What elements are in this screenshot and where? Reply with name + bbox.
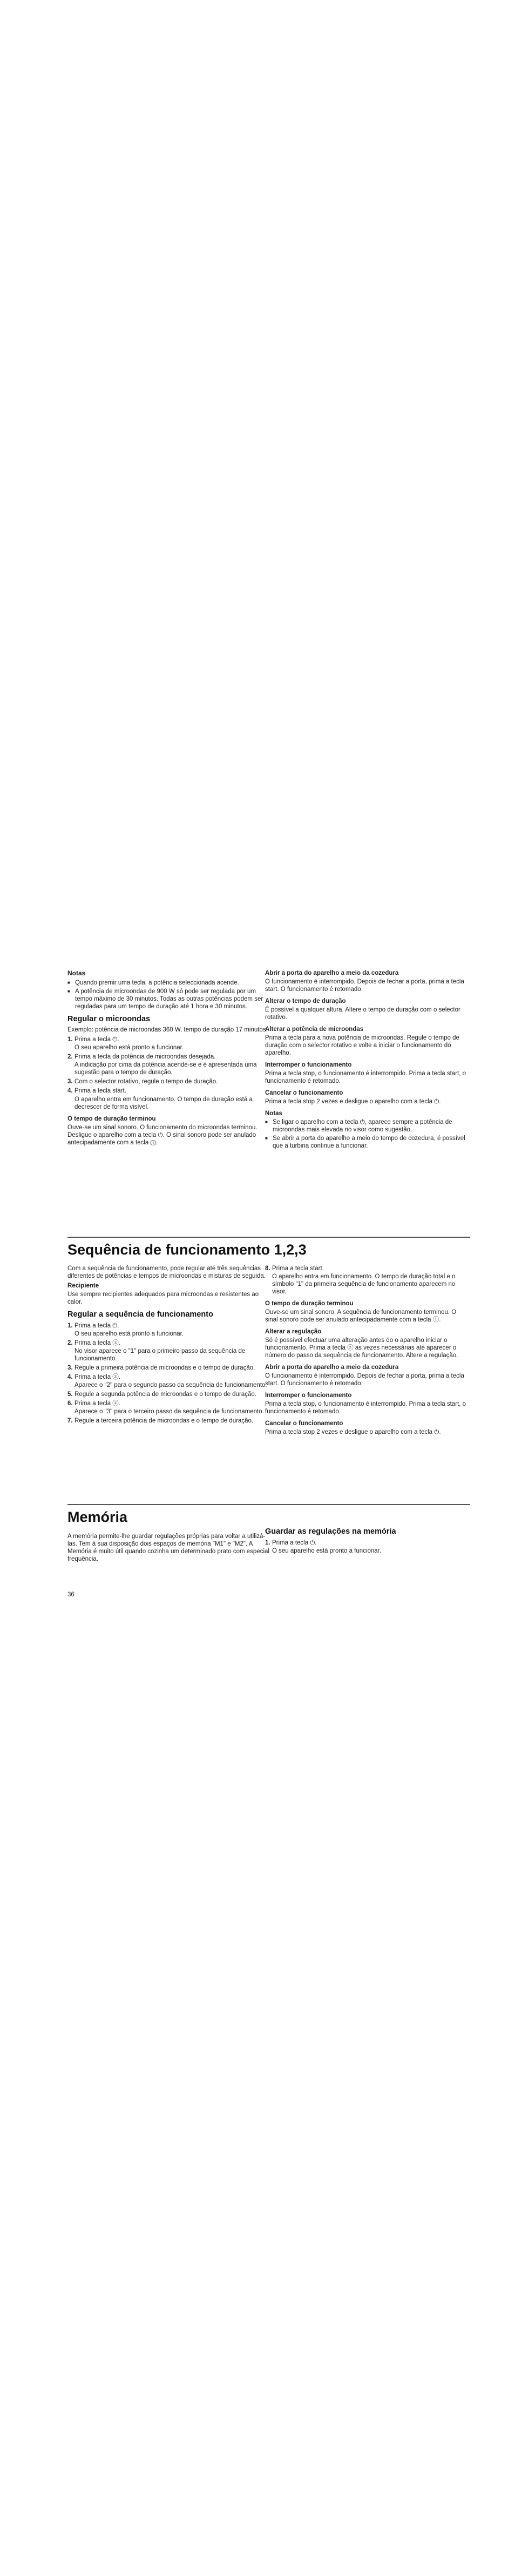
tempo-terminou-heading: O tempo de duração terminou	[67, 1115, 156, 1122]
tempo-terminou-text: Ouve-se um sinal sonoro. A sequência de funcionamento terminou. O sinal sonoro pode ser anulado antecipadamente com a tecla ⓘ.	[265, 1309, 457, 1324]
sequencia-title: Sequência de funcionamento 1,2,3	[67, 1242, 307, 1258]
porta-heading: Abrir a porta do aparelho a meio da cozedura	[265, 1364, 399, 1371]
list-item: ■ A potência de microondas de 900 W só pode ser regulada por um tempo máximo de 30 minutos. Todas as outras potências podem ser reguladas para um tempo de duração até 1 hora e 30 minutos.	[67, 988, 273, 1010]
porta-text: O funcionamento é interrompido. Depois de fechar a porta, prima a tecla start. O funcionamento é retomado.	[265, 1373, 464, 1387]
notes-list	[67, 979, 273, 1010]
alterar-potencia-text: Prima a tecla para a nova potência de microondas. Regule o tempo de duração com o selector rotativo e volte a iniciar o funcionamento do aparelho.	[265, 1035, 459, 1057]
page-number: 36	[67, 1592, 74, 1598]
sequencia-left-column	[67, 1265, 273, 1427]
recipiente-heading: Recipiente	[67, 1283, 99, 1290]
notas-list	[265, 1118, 470, 1150]
alterar-tempo-text: É possível a qualquer altura. Altere o tempo de duração com o selector rotativo.	[265, 1007, 460, 1021]
memoria-text: A memória permite-lhe guardar regulações próprias para voltar a utilizá-las. Tem à sua disposição dois espaços de memória "M1" e "M2". A Memória é muito útil quando cozinha um determinado prato com especial frequência.	[67, 1533, 269, 1563]
memoria-title: Memória	[67, 1509, 128, 1525]
list-item: 7. Regule a terceira potência de microondas e o tempo de duração.	[67, 1417, 254, 1424]
alterar-regulacao-text: Só é possível efectuar uma alteração antes do o aparelho iniciar o funcionamento. Prima a tecla ⓩ as vezes necessárias até aparecer o número do passo da sequência de funcionamento. Altere a regulação.	[265, 1337, 458, 1359]
upper-left-column	[67, 969, 273, 1149]
tempo-terminou-heading: O tempo de duração terminou	[265, 1300, 354, 1307]
list-item: 1. Prima a tecla ⏻. O seu aparelho está pronto a funcionar.	[265, 1539, 382, 1554]
list-item: 4. Prima a tecla start. O aparelho entra em funcionamento. O tempo de duração está a decrescer de forma visível.	[67, 1088, 253, 1110]
interromper-text: Prima a tecla stop, o funcionamento é interrompido. Prima a tecla start, o funcionamento é retomado.	[265, 1070, 466, 1085]
tempo-terminou-text: Ouve-se um sinal sonoro. O funcionamento do microondas terminou. Desligue o aparelho com a tecla ⏻. O sinal sonoro pode ser anulado antecipadamente com a tecla ⓘ.	[67, 1124, 258, 1146]
regular-microondas-heading: Regular o microondas	[67, 1014, 151, 1023]
memoria-right-column	[265, 1527, 470, 1557]
cancelar-heading: Cancelar o funcionamento	[265, 1090, 343, 1097]
cancelar-text: Prima a tecla stop 2 vezes e desligue o aparelho com a tecla ⏻.	[265, 1429, 441, 1436]
regular-intro: Exemplo: potência de microondas 360 W, tempo de duração 17 minutos.	[67, 1027, 268, 1034]
list-item: 1. Prima a tecla ⏻. O seu aparelho está pronto a funcionar.	[67, 1322, 184, 1337]
memoria-left-column	[67, 1533, 273, 1565]
steps-list	[265, 1539, 470, 1555]
interromper-heading: Interromper o funcionamento	[265, 1392, 352, 1399]
steps-list	[67, 1036, 273, 1110]
steps-list	[265, 1265, 470, 1296]
notes-heading: Notas	[67, 969, 86, 977]
list-item: 6. Prima a tecla ⓩ. Aparece o "3" para o terceiro passo da sequência de funcionamento.	[67, 1400, 264, 1415]
section-divider	[67, 1504, 470, 1505]
section-divider	[67, 1237, 470, 1238]
steps-list	[67, 1322, 273, 1425]
list-item: 3. Com o selector rotativo, regule o tempo de duração.	[67, 1078, 218, 1085]
porta-text: O funcionamento é interrompido. Depois de fechar a porta, prima a tecla start. O funcionamento é retomado.	[265, 979, 464, 993]
list-item: 2. Prima a tecla da potência de microondas desejada. A indicação por cima da potência acende-se e é apresentada uma sugestão para o tempo de duração.	[67, 1054, 257, 1076]
notas-heading: Notas	[265, 1110, 282, 1117]
guardar-heading: Guardar as regulações na memória	[265, 1527, 396, 1536]
list-item: ■ Se ligar o aparelho com a tecla ⏻, aparece sempre a potência de microondas mais elevada no visor como sugestão.	[265, 1118, 470, 1134]
interromper-text: Prima a tecla stop, o funcionamento é interrompido. Prima a tecla start, o funcionamento é retomado.	[265, 1401, 466, 1415]
porta-heading: Abrir a porta do aparelho a meio da cozedura	[265, 970, 399, 976]
list-item: ■ Se abrir a porta do aparelho a meio do tempo de cozedura, é possível que a turbina continue a funcionar.	[265, 1135, 470, 1150]
list-item: 8. Prima a tecla start. O aparelho entra em funcionamento. O tempo de duração total e o símbolo "1" da primeira sequência de funcionamento aparecem no visor.	[265, 1265, 456, 1296]
alterar-regulacao-heading: Alterar a regulação	[265, 1329, 322, 1336]
alterar-tempo-heading: Alterar o tempo de duração	[265, 998, 346, 1005]
list-item: 2. Prima a tecla ⓩ. No visor aparece o "1" para o primeiro passo da sequência de funcionamento.	[67, 1339, 246, 1362]
list-item: 4. Prima a tecla ⓩ. Aparece o "2" para o segundo passo da sequência de funcionamento.	[67, 1373, 267, 1388]
sequencia-right-column	[265, 1265, 470, 1438]
sequencia-intro: Com a sequência de funcionamento, pode regular até três sequências diferentes de potências e tempos de microondas e misturas de seguida.	[67, 1265, 266, 1280]
list-item: 5. Regule a segunda potência de microondas e o tempo de duração.	[67, 1391, 256, 1398]
cancelar-text: Prima a tecla stop 2 vezes e desligue o aparelho com a tecla ⏻.	[265, 1098, 441, 1105]
recipiente-text: Use sempre recipientes adequados para microondas e resistentes ao calor.	[67, 1291, 259, 1306]
upper-right-column	[265, 969, 470, 1152]
list-item: ■ Quando premir uma tecla, a potência seleccionada acende.	[67, 979, 273, 987]
list-item: 3. Regule a primeira potência de microondas e o tempo de duração.	[67, 1364, 255, 1371]
list-item: 1. Prima a tecla ⏻. O seu aparelho está pronto a funcionar.	[67, 1036, 184, 1051]
regular-sequencia-heading: Regular a sequência de funcionamento	[67, 1310, 213, 1319]
cancelar-heading: Cancelar o funcionamento	[265, 1420, 343, 1427]
interromper-heading: Interromper o funcionamento	[265, 1062, 352, 1069]
alterar-potencia-heading: Alterar a potência de microondas	[265, 1026, 364, 1033]
